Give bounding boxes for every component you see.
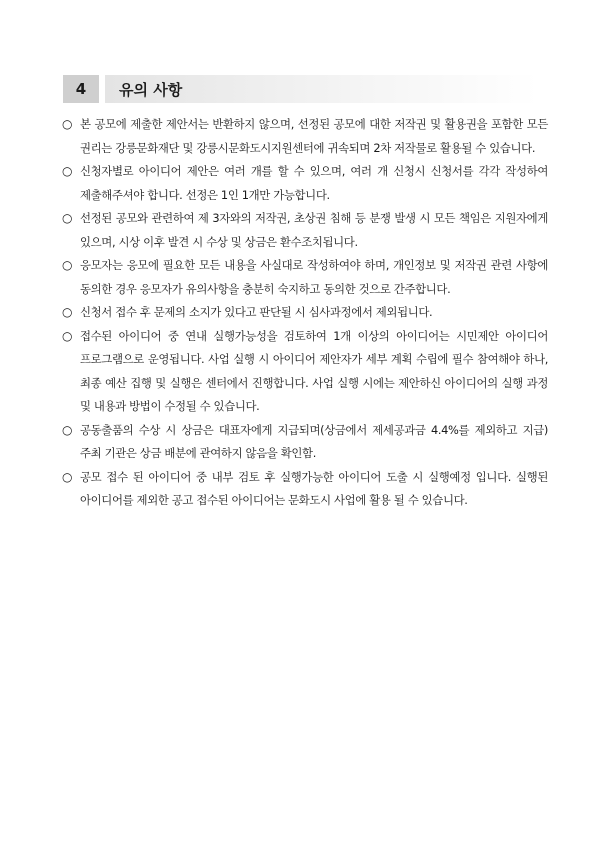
circle-bullet-icon: ○ [62, 258, 73, 272]
circle-bullet-icon: ○ [62, 469, 73, 484]
notice-item [62, 301, 548, 325]
notice-list [62, 113, 548, 513]
notice-text: 공동출품의 수상 시 상금은 대표자에게 지급되며(상금에서 제세공과금 4.4%를 제외하고 지급) 주최 기관은 상금 배분에 관여하지 않음을 확인함. [80, 422, 548, 460]
circle-bullet-icon: ○ [62, 211, 73, 225]
notice-item [62, 466, 548, 513]
notice-item [62, 419, 548, 466]
notice-item [62, 113, 548, 160]
notice-text: 선정된 공모와 관련하여 제 3자와의 저작권, 초상권 침해 등 분쟁 발생 시 모든 책임은 지원자에게 있으며, 시상 이후 발견 시 수상 및 상금은 환수조치됩니다. [80, 211, 548, 249]
notice-text: 공모 접수 된 아이디어 중 내부 검토 후 실행가능한 아이디어 도출 시 실행예정 입니다. 실행된 아이디어를 제외한 공고 접수된 아이디어는 문화도시 사업에 활용 될 수 있습니다. [80, 469, 548, 507]
notice-item [62, 207, 548, 254]
circle-bullet-icon: ○ [62, 117, 73, 131]
notice-item [62, 325, 548, 419]
circle-bullet-icon: ○ [62, 305, 73, 319]
notice-text: 본 공모에 제출한 제안서는 반환하지 않으며, 선정된 공모에 대한 저작권 및 활용권을 포함한 모든 권리는 강릉문화재단 및 강릉시문화도시지원센터에 귀속되며 2차 저작물로 활용될 수 있습니다. [80, 117, 548, 155]
notice-item [62, 254, 548, 301]
circle-bullet-icon: ○ [62, 422, 73, 437]
section-header [63, 75, 538, 103]
notice-item [62, 160, 548, 207]
circle-bullet-icon: ○ [62, 328, 73, 343]
circle-bullet-icon: ○ [62, 164, 73, 178]
notice-text: 접수된 아이디어 중 연내 실행가능성을 검토하여 1개 이상의 아이디어는 시민제안 아이디어 프로그램으로 운영됩니다. 사업 실행 시 아이디어 제안자가 세부 계획 수립에 필수 참여해야 하나, 최종 예산 집행 및 실행은 센터에서 진행합니다. 사업 실행 시에는 제안하신 아이디어의 실행 과정 및 내용과 방법이 수정될 수 있습니다. [80, 328, 548, 413]
section-number: 4 [63, 75, 99, 103]
notice-text: 신청서 접수 후 문제의 소지가 있다고 판단될 시 심사과정에서 제외됩니다. [80, 305, 433, 319]
section-title: 유의 사항 [105, 75, 538, 103]
notice-text: 응모자는 응모에 필요한 모든 내용을 사실대로 작성하여야 하며, 개인정보 및 저작권 관련 사항에 동의한 경우 응모자가 유의사항을 충분히 숙지하고 동의한 것으로 간주합니다. [80, 258, 548, 296]
notice-text: 신청자별로 아이디어 제안은 여러 개를 할 수 있으며, 여러 개 신청시 신청서를 각각 작성하여 제출해주셔야 합니다. 선정은 1인 1개만 가능합니다. [80, 164, 548, 202]
